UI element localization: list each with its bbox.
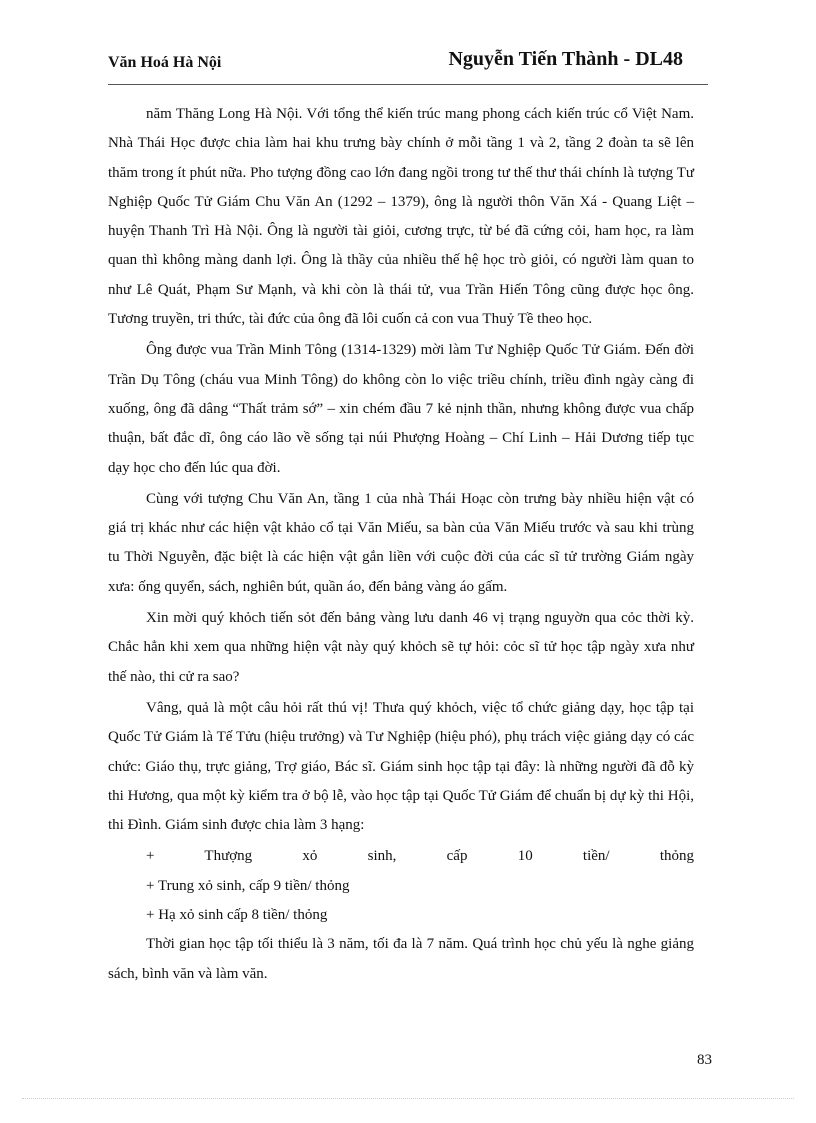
paragraph: Cùng với tượng Chu Văn An, tầng 1 của nhà Thái Hoạc còn trưng bày nhiều hiện vật có giá trị khác như các hiện vật khảo cổ tại Văn Miếu, sa bàn của Văn Miếu trước và sau khi trùng tu Thời Nguyễn, đặc biệt là các hiện vật gắn liền với cuộc đời của các sĩ tử trường Giám ngày xưa: ống quyển, sách, nghiên bút, quần áo, đến bảng vàng áo gấm. bbox=[108, 490, 694, 595]
paragraph: Xin mời quý khỏch tiến sỏt đến bảng vàng lưu danh 46 vị trạng nguyờn qua cỏc thời kỳ. Chắc hẳn khi xem qua những hiện vật này quý khỏch sẽ tự hỏi: cỏc sĩ tử học tập ngày xưa như thế nào, thi cử ra sao? bbox=[108, 610, 694, 685]
page-header bbox=[108, 48, 708, 85]
header-title-left: Văn Hoá Hà Nội bbox=[108, 54, 222, 71]
paragraph: Thời gian học tập tối thiểu là 3 năm, tối đa là 7 năm. Quá trình học chủ yếu là nghe giảng sách, bình văn và làm văn. bbox=[108, 936, 694, 982]
header-title-right: Nguyễn Tiến Thành - DL48 bbox=[448, 48, 683, 70]
list-item: + Hạ xỏ sinh cấp 8 tiền/ thỏng bbox=[146, 907, 328, 924]
list-item: + Trung xỏ sinh, cấp 9 tiền/ thỏng bbox=[146, 877, 350, 894]
paragraph: Vâng, quả là một câu hỏi rất thú vị! Thưa quý khỏch, việc tổ chức giảng dạy, học tập tại Quốc Tử Giám là Tế Tửu (hiệu trưởng) và Tư Nghiệp (hiệu phó), phụ trách việc giảng dạy có các chức: Giáo thụ, trực giảng, Trợ giáo, Bác sĩ. Giám sinh học tập tại đây: là những người đã đỗ kỳ thi Hương, qua một kỳ kiểm tra ở bộ lễ, vào học tập tại Quốc Tử Giám để chuẩn bị dự kỳ thi Hội, thi Đình. Giám sinh được chia làm 3 hạng: bbox=[108, 699, 694, 834]
page-number: 83 bbox=[697, 1052, 712, 1068]
paragraph: Ông được vua Trần Minh Tông (1314-1329) mời làm Tư Nghiệp Quốc Tử Giám. Đến đời Trần Dụ Tông (cháu vua Minh Tông) do không còn lo việc triều chính, triều đình ngày càng đi xuống, ông đã dâng “Thất trảm sớ” – xin chém đầu 7 kẻ nịnh thần, nhưng không được vua chấp thuận, bất đắc dĩ, ông cáo lão về sống tại núi Phượng Hoàng – Chí Linh – Hải Dương tiếp tục dạy học cho đến lúc qua đời. bbox=[108, 342, 694, 476]
list-item: + Thượng xỏ sinh, cấp 10 tiền/ thỏng bbox=[146, 848, 694, 865]
paragraph: năm Thăng Long Hà Nội. Với tổng thể kiến trúc mang phong cách kiến trúc cổ Việt Nam. Nhà Thái Học được chia làm hai khu trưng bày chính ở mỗi tầng 1 và 2, tầng 2 đoàn ta sẽ lên thăm trong ít phút nữa. Pho tượng đồng cao lớn đang ngồi trong tư thế thư thái chính là tượng Tư Nghiệp Quốc Tử Giám Chu Văn An (1292 – 1379), ông là người thôn Văn Xá - Quang Liệt – huyện Thanh Trì Hà Nội. Ông là người tài giỏi, cương trực, từ bé đã cứng cỏi, ham học, ra làm quan thì không màng danh lợi. Ông là thầy của nhiều thế hệ học trò giỏi, có người làm quan to như Lê Quát, Phạm Sư Mạnh, và khi còn là thái tử, vua Trần Hiến Tông cũng được học ông. Tương truyền, tri thức, tài đức của ông đã lôi cuốn cả con vua Thuỷ Tề theo học. bbox=[108, 106, 694, 328]
document-body bbox=[108, 100, 694, 991]
page-bottom-divider bbox=[22, 1098, 794, 1099]
